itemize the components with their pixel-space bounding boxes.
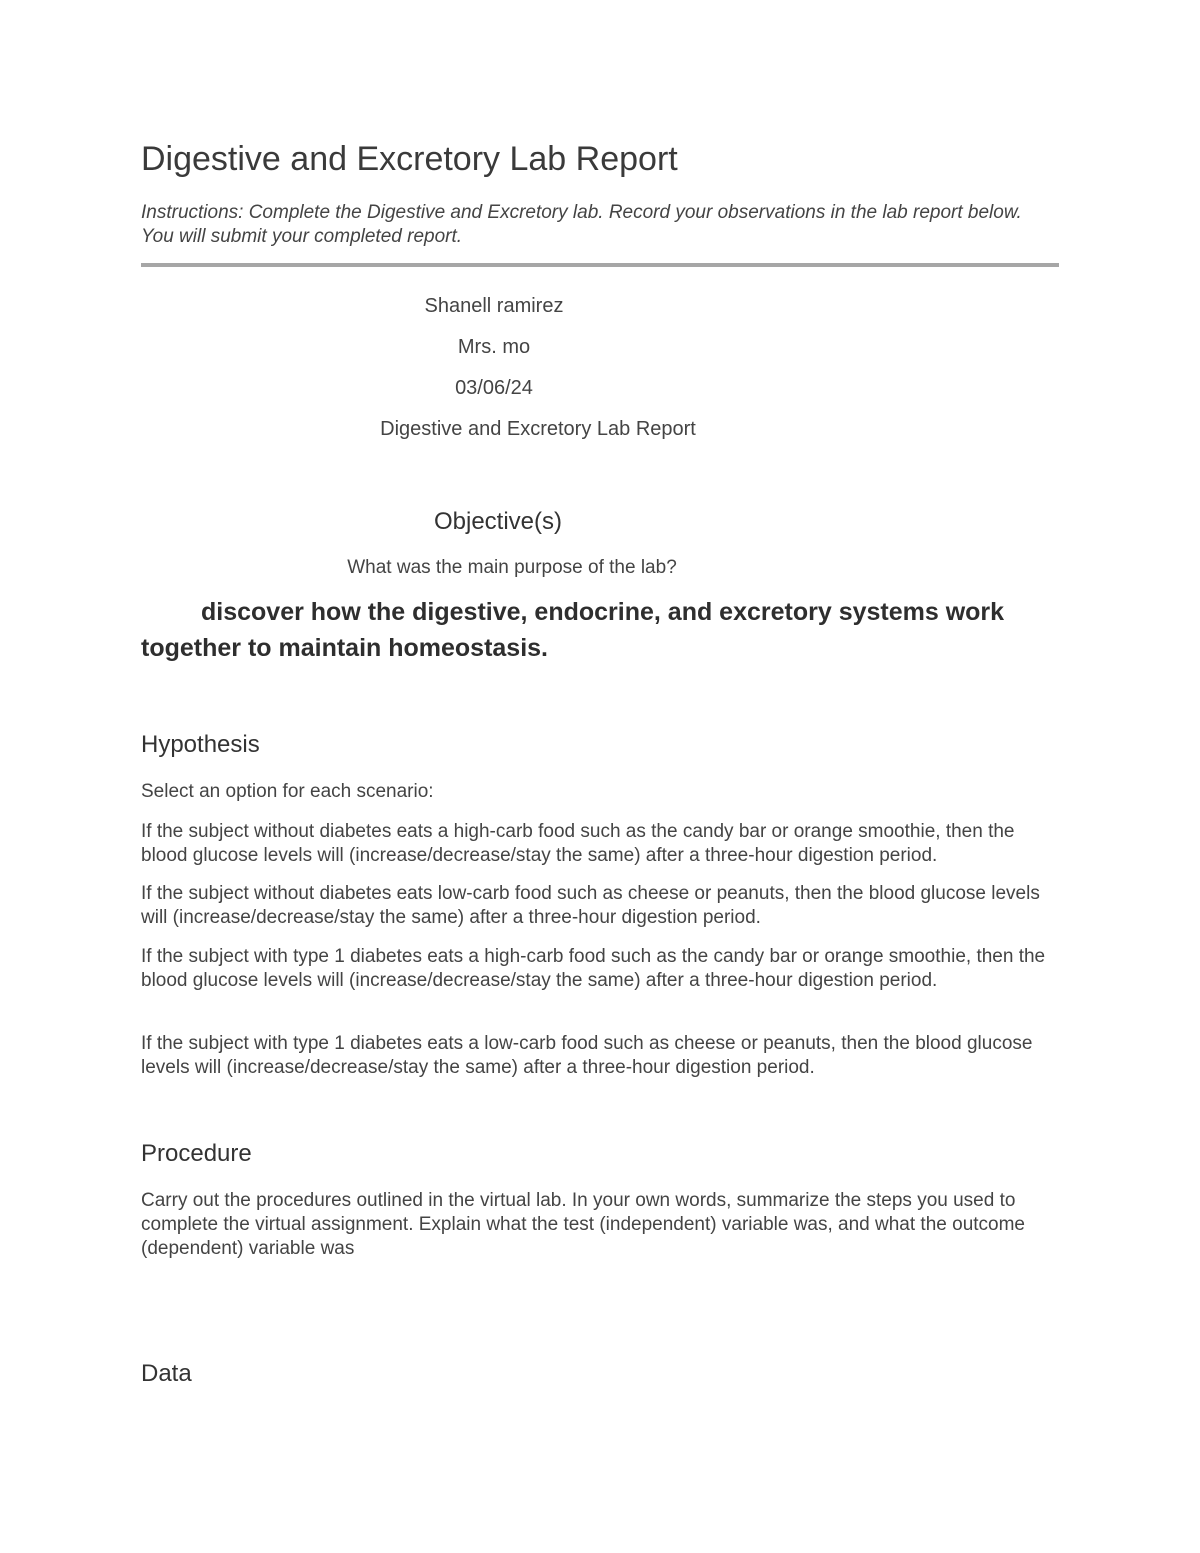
student-name: Shanell ramirez xyxy=(424,295,564,317)
horizontal-divider xyxy=(141,263,1059,267)
data-heading: Data xyxy=(141,1360,192,1387)
procedure-text: Carry out the procedures outlined in the virtual lab. In your own words, summarize the steps you used to complete the virtual assignment. Explain what the test (independent) variable was, and what the outcome (dependent) variable was xyxy=(141,1190,1026,1259)
teacher-name: Mrs. mo xyxy=(457,336,531,358)
instructions-text: Instructions: Complete the Digestive and Excretory lab. Record your observations in the lab report below. You will submit your completed report. xyxy=(141,202,1022,247)
hypothesis-scenario-3: If the subject with type 1 diabetes eats a high-carb food such as the candy bar or orange smoothie, then the blood glucose levels will (increase/decrease/stay the same) after a three-hour digestion period. xyxy=(141,946,1046,991)
hypothesis-prompt: Select an option for each scenario: xyxy=(141,781,434,802)
hypothesis-heading: Hypothesis xyxy=(141,731,260,758)
report-subtitle: Digestive and Excretory Lab Report xyxy=(380,418,696,440)
report-date: 03/06/24 xyxy=(455,377,533,399)
hypothesis-scenario-1: If the subject without diabetes eats a high-carb food such as the candy bar or orange smoothie, then the blood glucose levels will (increase/decrease/stay the same) after a three-hour digestion period. xyxy=(141,821,1015,866)
objective-answer: discover how the digestive, endocrine, and excretory systems work together to maintain homeostasis. xyxy=(141,598,1005,662)
document-title: Digestive and Excretory Lab Report xyxy=(141,140,678,178)
hypothesis-scenario-4: If the subject with type 1 diabetes eats a low-carb food such as cheese or peanuts, then the blood glucose levels will (increase/decrease/stay the same) after a three-hour digestion period. xyxy=(141,1033,1033,1078)
hypothesis-scenario-2: If the subject without diabetes eats low-carb food such as cheese or peanuts, then the blood glucose levels will (increase/decrease/stay the same) after a three-hour digestion period. xyxy=(141,883,1040,928)
procedure-heading: Procedure xyxy=(141,1140,252,1167)
objective-question: What was the main purpose of the lab? xyxy=(347,557,677,578)
objective-heading: Objective(s) xyxy=(433,508,563,535)
